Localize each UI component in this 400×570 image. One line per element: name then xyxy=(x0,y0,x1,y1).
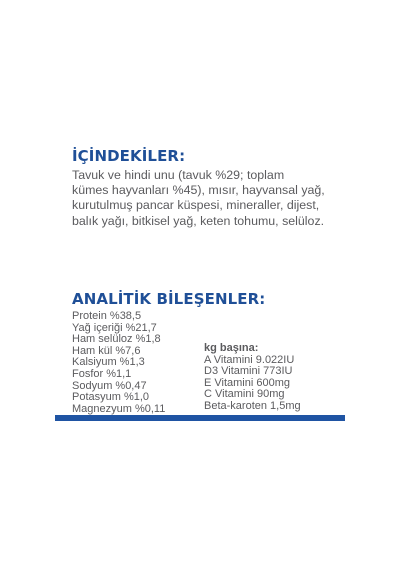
analytical-components-list xyxy=(72,311,165,415)
vitamin-row: A Vitamini 9.022IU xyxy=(204,353,295,366)
ingredients-line: kurutulmuş pancar küspesi, mineraller, dijest, xyxy=(72,198,320,213)
vitamin-row: Beta-karoten 1,5mg xyxy=(204,399,301,412)
component-row: Ham kül %7,6 xyxy=(72,344,141,357)
component-row: Potasyum %1,0 xyxy=(72,391,150,404)
blue-divider-bar xyxy=(55,415,345,421)
ingredients-heading: İÇİNDEKİLER: xyxy=(72,147,186,165)
vitamin-row: C Vitamini 90mg xyxy=(204,388,285,401)
ingredients-line: kümes hayvanları %45), mısır, hayvansal yağ, xyxy=(72,183,325,198)
analytical-heading: ANALİTİK BİLEŞENLER: xyxy=(72,290,266,308)
per-kg-list xyxy=(204,343,301,413)
component-row: Kalsiyum %1,3 xyxy=(72,356,145,369)
component-row: Yağ içeriği %21,7 xyxy=(72,321,157,334)
component-row: Ham selüloz %1,8 xyxy=(72,333,161,346)
ingredients-line: balık yağı, bitkisel yağ, keten tohumu, selüloz. xyxy=(72,213,325,228)
component-row: Magnezyum %0,11 xyxy=(72,402,166,415)
component-row: Sodyum %0,47 xyxy=(72,379,147,392)
component-row: Fosfor %1,1 xyxy=(72,367,132,380)
vitamin-row: D3 Vitamini 773IU xyxy=(204,365,293,378)
ingredients-line: Tavuk ve hindi unu (tavuk %29; toplam xyxy=(72,168,285,182)
vitamin-row: E Vitamini 600mg xyxy=(204,376,291,389)
ingredients-text xyxy=(72,168,372,229)
component-row: Protein %38,5 xyxy=(72,310,142,322)
per-kg-title: kg başına: xyxy=(204,342,259,354)
